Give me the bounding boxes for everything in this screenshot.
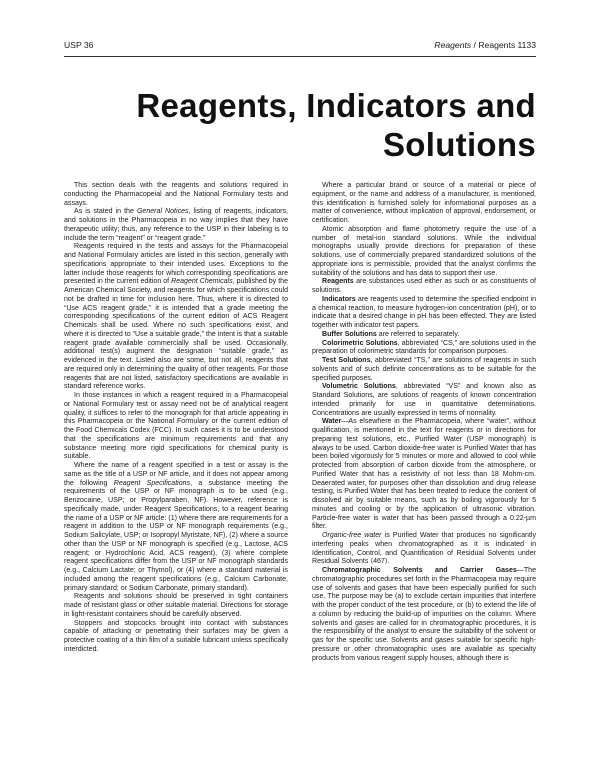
paragraph-text: Stoppers and stopcocks brought into contact with substances capable of attacking or penetrating their surfaces may be given a protective coating of a thin film of a suitable lubricant unless specifically interdicted. <box>64 619 288 653</box>
paragraph-text: is Purified Water that produces no significantly interfering peaks when chromatographed as it is indicated in Identification, Control, and Quantification of Residual Solvents under Residual Solvents ⟨467⟩. <box>312 532 536 566</box>
paragraph-text: Atomic absorption and flame photometry require the use of a number of metal-ion standard solutions. While the individual monographs usually provide directions for preparation of these solutions, use of commercially prepared standardized solutions of the appropriate ions is permissible, provided that the analyst confirms the suitability of the solutions and has data to support their use. <box>312 225 536 277</box>
paragraph-text: In those instances in which a reagent required in a Pharmacopeial or National Formulary test or assay need not be of analytical reagent quality, it suffices to refer to the monograph for that article appearing in this Pharmacopeia or the National Formulary or the current edition of the Food Chemicals Codex (FCC). In such cases it is to be understood that the specifications are minimum requirements and that any substance meeting more rigid specifications for chemical purity is suitable. <box>64 392 288 461</box>
paragraph <box>64 208 288 243</box>
header-rule <box>64 56 536 57</box>
italic-term: Reagent Specifications <box>113 479 191 487</box>
paragraph-text: As is stated in the <box>74 208 137 216</box>
paragraph-text: are reagents used to determine the specified endpoint in a chemical reaction, to measure hydrogen-ion concentration (pH), or to indicate that a desired change in pH has been effected. They are listed together with indicator test papers. <box>312 295 536 329</box>
paragraph-text: This section deals with the reagents and solutions required in conducting the Pharmacopeial and the National Formulary tests and assays. <box>64 182 288 207</box>
paragraph <box>312 340 536 358</box>
title-line-1: Reagents, Indicators and <box>136 87 536 124</box>
bold-term: Indicators <box>322 295 356 303</box>
paragraph-text: —The chromatographic procedures set forth in the Pharmacopeia may require use of solvents and gases that have been especially purified for such use. The purpose may be (a) to exclude certain impurities that interfere with the proper conduct of the test procedure, or (b) to extend the life of a column by reducing the build-up of impurities on the column. Where solvents and gases are called for in chromatographic procedures, it is the responsibility of the analyst to ensure the suitability of the solvent or gas for the specific use. Solvents and gases suitable for specific high-pressure or other chromatographic uses are available as specialty products from various reagent supply houses, although there is <box>312 567 536 662</box>
paragraph-text: , published by the American Chemical Society, and reagents for which specifications could not be drafted in time for inclusion here. Thus, where it is directed to “Use ACS reagent grade,” it is intended that a grade meeting the corresponding specifications of the current edition of ACS Reagent Chemicals shall be used. Where no such specifications exist, and where it is directed to “Use a suitable grade,” the intent is that a suitable reagent grade available commercially shall be used. Occasionally, additional test(s) augment the designation “suitable grade,” as evidenced in the text. Listed also are some, but not all, reagents that are required only in determining the quality of other reagents. For those reagents that are not listed, satisfactory specifications are available in standard reference works. <box>64 278 288 391</box>
italic-term: Organic-free water <box>322 532 382 539</box>
running-header <box>64 40 536 54</box>
paragraph <box>64 593 288 619</box>
bold-term: Colorimetric Solutions <box>322 339 398 347</box>
paragraph <box>312 418 536 532</box>
italic-term: Reagent Chemicals <box>171 278 233 286</box>
bold-term: Water <box>322 418 342 426</box>
paragraph-text: , a substance meeting the requirements of the USP or NF monograph is to be used (e.g., Benzocaine, USP; or Propylparaben, NF). However, reference is specifically made, under Reagent Specifications, to a reagent bearing the name of a USP or NF article: (1) where there are requirements for a reagent in addition to the USP or NF monograph requirements (e.g., Sodium Salicylate, USP; or Isopropyl Myristate, NF), (2) where a source other than the USP or NF monograph is specified (e.g., Lactose, ACS reagent; or Hydrochloric Acid, ACS reagent), (3) where complete reagent specifications differ from the USP or NF monograph standards (e.g., Calcium Lactate; or Thymol), or (4) where a standard material is included among the reagent specifications (e.g., Calcium Carbonate, primary standard; or Sodium Carbonate, primary standard). <box>64 479 289 592</box>
paragraph <box>312 532 536 567</box>
paragraph <box>64 243 288 392</box>
paragraph <box>64 620 288 655</box>
paragraph-text: Where the name of a reagent specified in a test or assay is the same as the title of a USP or NF article, and it does not appear among the following <box>64 462 288 487</box>
bold-term: Volumetric Solutions <box>322 383 396 391</box>
header-right-italic: Reagents <box>434 40 472 50</box>
paragraph <box>312 383 536 418</box>
paragraph-text: —As elsewhere in the Pharmacopeia, where “water”, without qualification, is mentioned in the text for reagents or in directions for preparing test solutions, etc., Purified Water (USP monograph) is always to be used. Carbon dioxide-free water is Purified Water that has been boiled vigorously for 5 minutes or more and allowed to cool while protected from absorption of carbon dioxide from the atmosphere, or Purified Water that has a resistivity of not less than 18 Mohm-cm. Deaerated water, for purposes other than dissolution and drug release testing, is Purified Water that has been treated to reduce the content of dissolved air by suitable means, such as by boiling vigorously for 5 minutes and cooling or by the application of ultrasonic vibration. Particle-free water is water that has been passed through a 0.22-µm filter. <box>312 418 536 531</box>
paragraph-text: are referred to separately. <box>376 330 460 338</box>
header-right <box>434 40 536 50</box>
right-column <box>312 182 536 663</box>
left-column <box>64 182 288 655</box>
paragraph-text: , abbreviated “VS” and known also as Standard Solutions, are solutions of reagents of known concentration intended primarily for use in quantitative determinations. Concentrations are usually expressed in terms of normality. <box>312 383 537 417</box>
header-right-rest: / Reagents 1133 <box>471 40 536 50</box>
bold-term: Buffer Solutions <box>322 330 377 338</box>
title-line-2: Solutions <box>382 126 536 163</box>
paragraph <box>312 331 536 340</box>
page-title <box>56 86 536 164</box>
bold-term: Chromatographic Solvents and Carrier Gases <box>322 567 517 574</box>
paragraph <box>312 226 536 279</box>
bold-term: Reagents <box>322 278 354 286</box>
paragraph-text: , abbreviated “TS,” are solutions of reagents in such solvents and of such definite concentrations as to be suitable for the specified purposes. <box>312 357 536 382</box>
paragraph <box>312 278 536 296</box>
paragraph <box>64 462 288 593</box>
paragraph-text: Where a particular brand or source of a material or piece of equipment, or the name and address of a manufacturer, is mentioned, this identification is furnished solely for informational purposes as a matter of convenience, without implication of approval, endorsement, or certification. <box>312 182 536 224</box>
paragraph-text: Reagents required in the tests and assays for the Pharmacopeial and National Formulary articles are listed in this section, generally with specifications appropriate to their intended uses. Exceptions to the latter include those reagents for which corresponding specifications are presented in the current edition of <box>64 243 288 286</box>
italic-term: General Notices <box>136 208 189 216</box>
header-left: USP 36 <box>64 40 94 50</box>
paragraph <box>64 182 288 208</box>
paragraph <box>64 392 288 462</box>
paragraph-text: , abbreviated “CS,” are solutions used in the preparation of colorimetric standards for comparison purposes. <box>312 339 536 356</box>
paragraph <box>312 296 536 331</box>
paragraph-text: are substances used either as such or as constituents of solutions. <box>312 278 536 294</box>
paragraph <box>312 182 536 226</box>
paragraph <box>312 567 536 663</box>
paragraph-text: Reagents and solutions should be preserved in tight containers made of resistant glass or other suitable material. Directions for storage in light-resistant containers should be carefully observed. <box>64 593 288 618</box>
bold-term: Test Solutions <box>322 357 371 364</box>
paragraph-text: , listing of reagents, indicators, and solutions in the Pharmacopeia in no way implies that they have therapeutic utility; thus, any reference to the USP in their labeling is to include the term “reagent” or “reagent grade.” <box>64 208 289 242</box>
paragraph <box>312 357 536 383</box>
